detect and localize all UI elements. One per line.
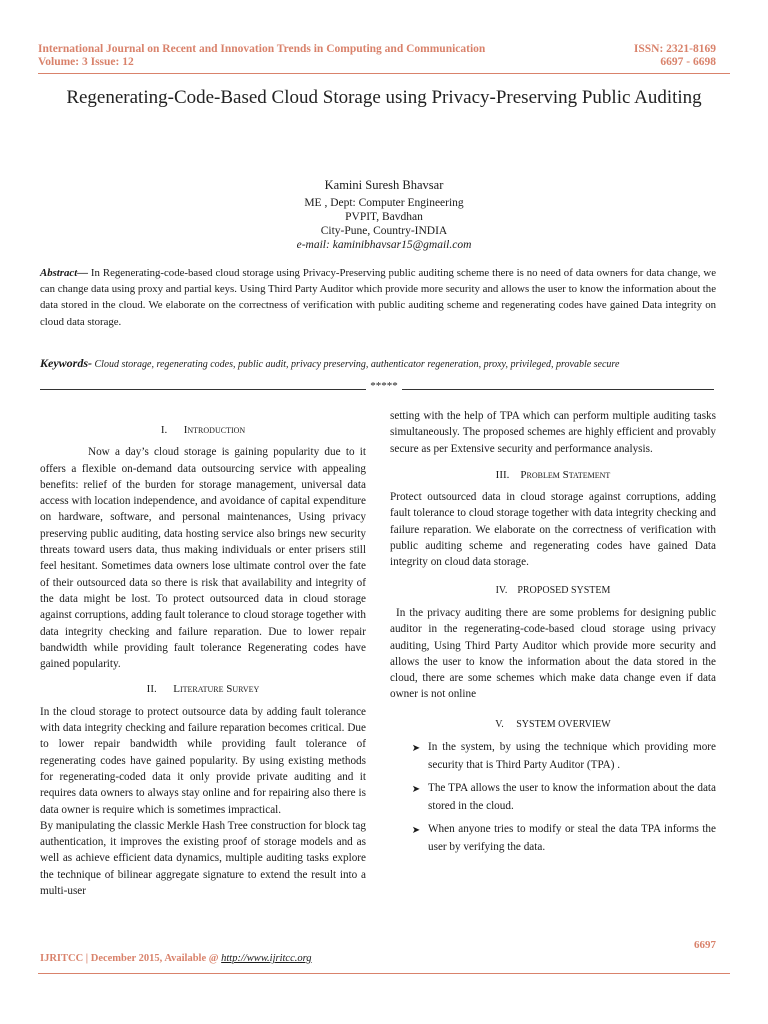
bullet-text: In the system, by using the technique which providing more security that is Third Party Auditor (TPA) . <box>428 741 716 771</box>
page-range: 6697 - 6698 <box>660 56 716 68</box>
section-title: Problem Statement <box>520 468 611 481</box>
abstract-label: Abstract— <box>40 267 88 279</box>
overview-bullet-list <box>390 739 716 856</box>
section-number: IV. <box>495 584 508 596</box>
left-column <box>40 416 366 899</box>
abstract-text: In Regenerating-code-based cloud storage using Privacy-Preserving public auditing scheme there is no need of data owners for data change, we can change data using proxy and partial keys. Using Third Party Auditor which provide more security and allows the user to know the information about the data stored in the cloud. We elaborate on the correctness of verification with public auditing scheme and regenerating codes have gained Data integrity on cloud data storage. <box>40 267 716 328</box>
author-affiliation <box>40 196 728 252</box>
keywords <box>40 356 730 371</box>
journal-name: International Journal on Recent and Innovation Trends in Computing and Communication <box>38 43 486 55</box>
keywords-label: Keywords- <box>40 356 92 370</box>
footer-citation <box>40 952 312 965</box>
arrow-bullet-icon: ➤ <box>411 825 421 837</box>
list-item <box>404 780 716 815</box>
section-title: Introduction <box>183 424 246 436</box>
section-number: I. <box>160 424 168 436</box>
separator-stars: ***** <box>370 380 398 392</box>
separator-line-right <box>402 389 714 390</box>
section-number: II. <box>146 683 157 696</box>
paper-title: Regenerating-Code-Based Cloud Storage using Privacy-Preserving Public Auditing <box>66 87 702 108</box>
list-item <box>404 739 716 774</box>
section-heading-overview <box>390 717 716 733</box>
right-column <box>390 408 716 862</box>
section-title: PROPOSED SYSTEM <box>517 584 611 596</box>
section-heading-proposed <box>390 583 716 599</box>
section-heading-introduction <box>40 422 366 438</box>
author-email: e-mail: kaminibhavsar15@gmail.com <box>296 239 472 251</box>
journal-header <box>38 43 538 69</box>
footer-page-number: 6697 <box>694 939 716 951</box>
journal-volume: Volume: 3 Issue: 12 <box>38 56 134 68</box>
abstract <box>40 265 716 330</box>
introduction-text: Now a day’s cloud storage is gaining popularity due to it offers a flexible on-demand data outsourcing service with appealing benefits: relief of the burden for storage management, universal data access with location independence, and avoidance of capital expenditure on hardware, software, and personal maintenances, Using privacy preserving public auditing, data hosting service also brings new security threats toward users data, thus making individuals or enter prisers still feel hesitant. Sometimes data owners lose ultimate control over the fate of their outsourced data so there is risk that availability and integrity of the data might be lost. To protect outsourced data in cloud storage against corruptions, adding fault tolerance to cloud storage together with data integrity checking and failure reparation. Due to lower repair bandwidth while providing fault tolerance Regenerating codes have gained popularity. <box>40 446 366 671</box>
literature-continued-text: setting with the help of TPA which can perform multiple auditing tasks simultaneously. The proposed schemes are highly efficient and provably secure as per Extensive security and performance analysis. <box>390 410 716 455</box>
footer-rule <box>38 973 730 974</box>
section-number: III. <box>495 468 510 481</box>
footer-link[interactable]: http://www.ijritcc.org <box>221 953 312 964</box>
problem-text: Protect outsourced data in cloud storage against corruptions, adding fault tolerance to cloud storage together with data integrity checking and failure reparation. We elaborate on the correctness of verification with public auditing scheme and regenerating codes have gained Data integrity on cloud data storage. <box>390 491 716 569</box>
author-institute: PVPIT, Bavdhan <box>345 211 423 223</box>
arrow-bullet-icon: ➤ <box>411 784 421 796</box>
section-number: V. <box>495 718 504 730</box>
author-city: City-Pune, Country-INDIA <box>320 225 448 237</box>
bullet-text: When anyone tries to modify or steal the data TPA informs the user by verifying the data. <box>428 823 716 853</box>
keywords-text: Cloud storage, regenerating codes, public audit, privacy preserving, authenticator regeneration, proxy, privileged, provable secure <box>92 359 620 370</box>
literature-text-1: In the cloud storage to protect outsource data by adding fault tolerance with data integrity checking and failure reparation becomes critical. Due to lower repair bandwidth while providing fault tolerance of regenerating codes have gained popularity. By using existing methods for regenerating-coded data it only provide private auditing and it requires data owners to always stay online and for repairing also there is data owner is require which is sometimes impractical. <box>40 705 366 816</box>
issn: ISSN: 2321-8169 <box>633 43 716 55</box>
author-name: Kamini Suresh Bhavsar <box>324 178 444 192</box>
header-rule <box>38 73 730 74</box>
separator-line-left <box>40 389 366 390</box>
journal-issn-block <box>516 43 716 69</box>
footer-text: IJRITCC | December 2015, Available @ <box>40 953 222 964</box>
section-title: SYSTEM OVERVIEW <box>516 718 611 730</box>
literature-text-2: By manipulating the classic Merkle Hash Tree construction for block tag authentication, it improves the existing proof of storage models and as well as achieve efficient data dynamics, multiple auditing tasks explore the technique of bilinear aggregate signature to extend the result into a multi-user <box>40 819 366 898</box>
author-dept: ME , Dept: Computer Engineering <box>304 197 464 209</box>
bullet-text: The TPA allows the user to know the information about the data stored in the cloud. <box>428 782 716 812</box>
section-title: Literature Survey <box>173 683 260 696</box>
proposed-text: In the privacy auditing there are some problems for designing public auditor in the regenerating-code-based cloud storage using privacy auditing, Using Third Party Auditor which provide more security and allows the user to know the information about the data stored in the cloud, there are some schemes which make data change even if data owner is not online <box>390 606 716 701</box>
section-heading-literature <box>40 681 366 697</box>
list-item <box>404 821 716 856</box>
arrow-bullet-icon: ➤ <box>411 743 421 755</box>
section-heading-problem <box>390 467 716 483</box>
